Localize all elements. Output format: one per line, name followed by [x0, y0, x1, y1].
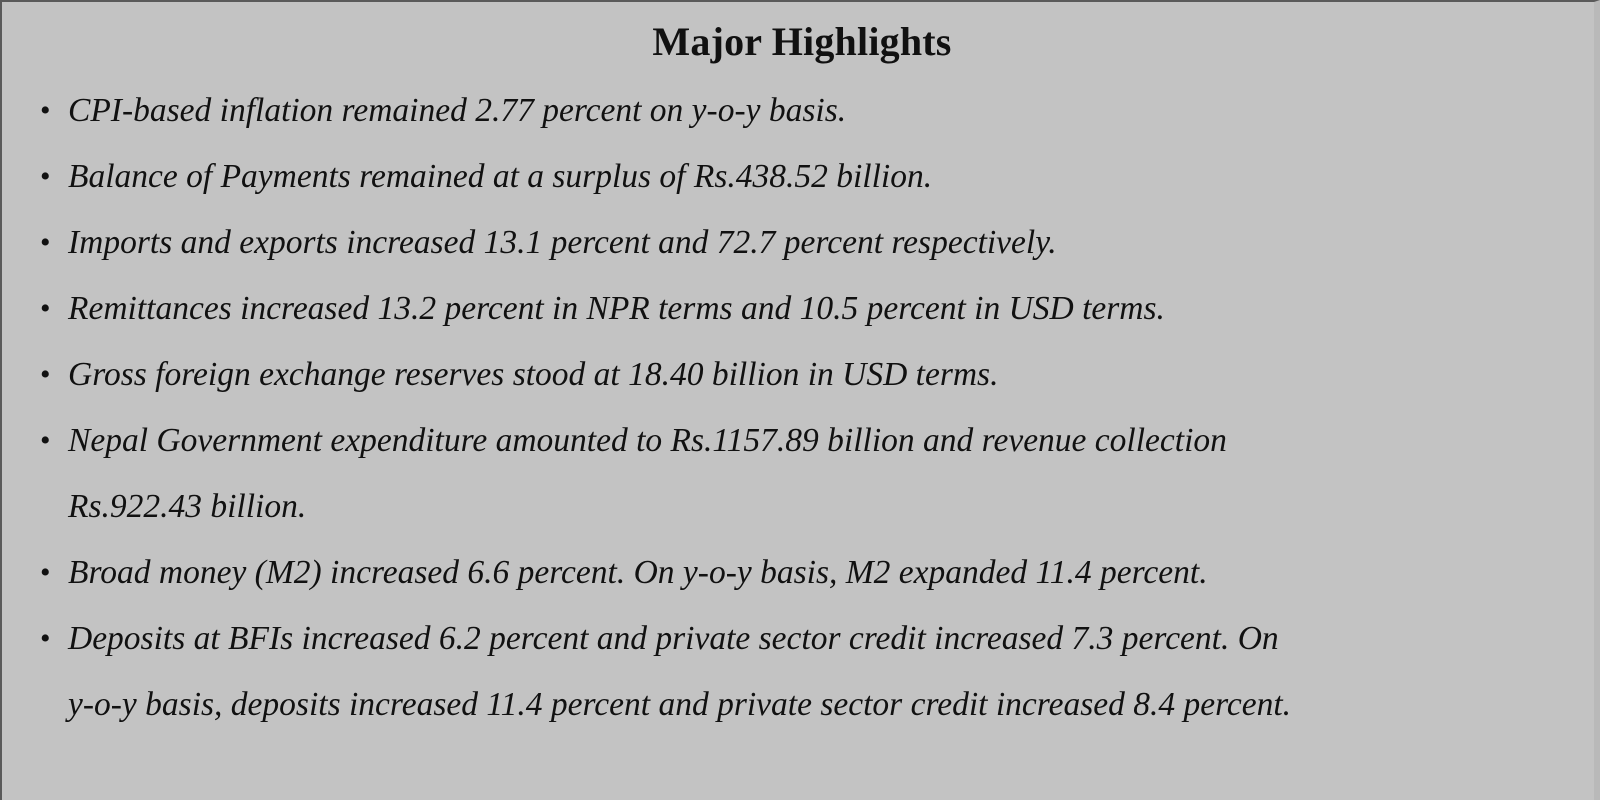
highlight-text: Imports and exports increased 13.1 percent and 72.7 percent respectively.: [68, 224, 1057, 261]
bullet-icon: •: [40, 358, 51, 391]
bullet-icon: •: [40, 292, 51, 325]
highlight-item-inflation: [36, 78, 1536, 144]
highlight-item-deposits-credit: [36, 606, 1536, 738]
highlight-item-reserves: [36, 342, 1536, 408]
highlight-item-broad-money: [36, 540, 1536, 606]
bullet-icon: •: [40, 160, 51, 193]
highlight-text: CPI-based inflation remained 2.77 percent on y-o-y basis.: [68, 92, 847, 129]
highlights-list: [36, 78, 1536, 738]
highlight-text-continued: Rs.922.43 billion.: [68, 488, 307, 525]
highlight-text-continued: y-o-y basis, deposits increased 11.4 percent and private sector credit increased 8.4 percent.: [68, 686, 1292, 723]
bullet-icon: •: [40, 424, 51, 457]
highlight-item-balance-of-payments: [36, 144, 1536, 210]
highlight-text: Remittances increased 13.2 percent in NPR terms and 10.5 percent in USD terms.: [68, 290, 1165, 327]
bullet-icon: •: [40, 556, 51, 589]
highlight-text: Balance of Payments remained at a surplus of Rs.438.52 billion.: [68, 158, 933, 195]
highlight-text: Nepal Government expenditure amounted to Rs.1157.89 billion and revenue collection: [68, 422, 1227, 459]
highlight-text: Broad money (M2) increased 6.6 percent. On y-o-y basis, M2 expanded 11.4 percent.: [68, 554, 1208, 591]
highlight-item-government-finance: [36, 408, 1536, 540]
highlight-item-remittances: [36, 276, 1536, 342]
panel-title: Major Highlights: [652, 19, 952, 64]
bullet-icon: •: [40, 622, 51, 655]
highlight-text: Deposits at BFIs increased 6.2 percent and private sector credit increased 7.3 percent. On: [68, 620, 1279, 657]
highlight-text: Gross foreign exchange reserves stood at 18.40 billion in USD terms.: [68, 356, 999, 393]
bullet-icon: •: [40, 226, 51, 259]
bullet-icon: •: [40, 94, 51, 127]
highlight-item-trade: [36, 210, 1536, 276]
